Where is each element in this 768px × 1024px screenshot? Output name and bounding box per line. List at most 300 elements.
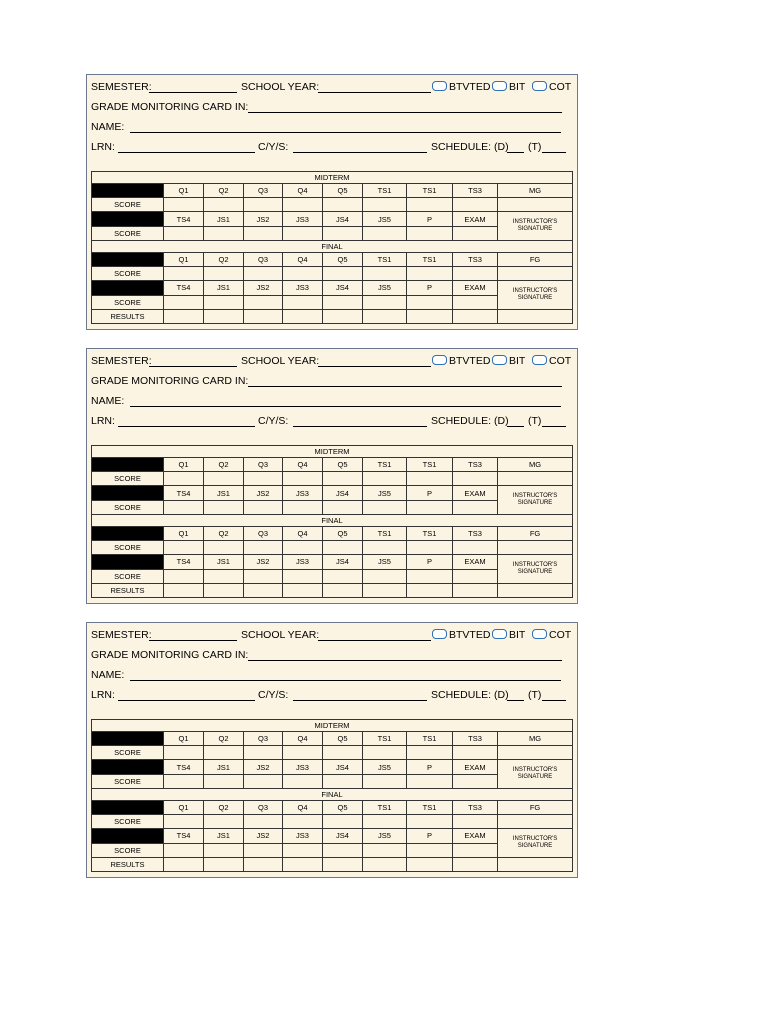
results-cell[interactable] — [498, 309, 573, 323]
midterm-ts1-header: TS1 — [363, 458, 407, 472]
midterm-ts1-header: TS1 — [363, 732, 407, 746]
score-cell[interactable] — [407, 267, 453, 281]
score-cell[interactable] — [363, 843, 407, 857]
results-cell[interactable] — [407, 583, 453, 597]
results-cell[interactable] — [498, 857, 573, 871]
final-header-block-2 — [92, 281, 164, 295]
score-cell[interactable] — [204, 746, 244, 760]
final-ts1b-header: TS1 — [407, 800, 453, 814]
lrn-field[interactable] — [118, 141, 255, 153]
score-cell[interactable] — [283, 815, 323, 829]
lrn-row — [91, 139, 573, 155]
cot-label: COT — [549, 629, 572, 641]
final-p-header: P — [407, 829, 453, 843]
school-year-field[interactable] — [318, 629, 431, 641]
midterm-ts4-header: TS4 — [164, 486, 204, 500]
midterm-js4-header: JS4 — [323, 486, 363, 500]
score-cell[interactable] — [453, 746, 498, 760]
final-js2-header: JS2 — [244, 281, 283, 295]
schedule-time-field[interactable] — [542, 141, 566, 153]
final-js4-header: JS4 — [323, 829, 363, 843]
midterm-exam-header: EXAM — [453, 486, 498, 500]
cys-field[interactable] — [293, 689, 427, 701]
instructor-signature-header: INSTRUCTOR'S SIGNATURE — [498, 829, 573, 857]
midterm-ts4-header: TS4 — [164, 212, 204, 226]
midterm-q5-header: Q5 — [323, 184, 363, 198]
final-q3-header: Q3 — [244, 526, 283, 540]
bit-checkbox[interactable] — [492, 629, 507, 639]
score-cell[interactable] — [407, 541, 453, 555]
score-label: SCORE — [92, 541, 164, 555]
score-cell[interactable] — [283, 843, 323, 857]
score-cell[interactable] — [453, 198, 498, 212]
score-cell[interactable] — [204, 815, 244, 829]
results-cell[interactable] — [164, 857, 204, 871]
cys-field[interactable] — [293, 141, 427, 153]
final-q1-header: Q1 — [164, 526, 204, 540]
semester-field[interactable] — [149, 629, 237, 641]
score-cell[interactable] — [407, 815, 453, 829]
score-cell[interactable] — [244, 843, 283, 857]
midterm-ts3-header: TS3 — [453, 732, 498, 746]
score-cell[interactable] — [164, 569, 204, 583]
score-cell[interactable] — [407, 843, 453, 857]
semester-label: SEMESTER: — [91, 81, 152, 93]
score-cell[interactable] — [204, 267, 244, 281]
midterm-q5-header: Q5 — [323, 458, 363, 472]
lrn-field[interactable] — [118, 415, 255, 427]
score-cell[interactable] — [323, 569, 363, 583]
results-cell[interactable] — [323, 583, 363, 597]
final-js5-header: JS5 — [363, 281, 407, 295]
results-cell[interactable] — [244, 309, 283, 323]
grade-card-field[interactable] — [248, 101, 562, 113]
midterm-mg-header: MG — [498, 732, 573, 746]
score-cell[interactable] — [204, 226, 244, 240]
midterm-header-block — [92, 732, 164, 746]
midterm-ts1-header: TS1 — [363, 184, 407, 198]
semester-row — [91, 627, 573, 643]
midterm-q5-header: Q5 — [323, 732, 363, 746]
final-q5-header: Q5 — [323, 800, 363, 814]
results-cell[interactable] — [204, 583, 244, 597]
score-cell[interactable] — [323, 500, 363, 514]
score-cell[interactable] — [453, 541, 498, 555]
score-cell[interactable] — [407, 500, 453, 514]
school-year-field[interactable] — [318, 355, 431, 367]
results-cell[interactable] — [283, 309, 323, 323]
score-cell[interactable] — [407, 226, 453, 240]
results-cell[interactable] — [244, 583, 283, 597]
results-cell[interactable] — [363, 309, 407, 323]
semester-row — [91, 353, 573, 369]
score-cell[interactable] — [244, 541, 283, 555]
midterm-ts4-header: TS4 — [164, 760, 204, 774]
schedule-day-field[interactable] — [507, 689, 524, 701]
score-cell[interactable] — [164, 295, 204, 309]
results-cell[interactable] — [453, 857, 498, 871]
final-q5-header: Q5 — [323, 526, 363, 540]
final-ts3-header: TS3 — [453, 800, 498, 814]
final-js2-header: JS2 — [244, 829, 283, 843]
midterm-js1-header: JS1 — [204, 212, 244, 226]
bit-label: BIT — [509, 81, 526, 93]
results-cell[interactable] — [453, 309, 498, 323]
score-cell[interactable] — [407, 774, 453, 788]
final-js4-header: JS4 — [323, 555, 363, 569]
school-year-label: SCHOOL YEAR: — [241, 81, 320, 93]
midterm-title: MIDTERM — [92, 446, 573, 458]
final-exam-header: EXAM — [453, 829, 498, 843]
score-cell[interactable] — [204, 295, 244, 309]
midterm-exam-header: EXAM — [453, 212, 498, 226]
final-js5-header: JS5 — [363, 555, 407, 569]
final-ts3-header: TS3 — [453, 252, 498, 266]
score-cell[interactable] — [164, 774, 204, 788]
score-cell[interactable] — [244, 267, 283, 281]
cys-field[interactable] — [293, 415, 427, 427]
score-cell[interactable] — [323, 472, 363, 486]
score-cell[interactable] — [498, 815, 573, 829]
score-cell[interactable] — [244, 198, 283, 212]
score-cell[interactable] — [363, 815, 407, 829]
score-cell[interactable] — [204, 541, 244, 555]
midterm-ts3-header: TS3 — [453, 458, 498, 472]
school-year-field[interactable] — [318, 81, 431, 93]
results-cell[interactable] — [323, 309, 363, 323]
grade-card-row — [91, 647, 573, 663]
midterm-js1-header: JS1 — [204, 486, 244, 500]
score-cell[interactable] — [323, 774, 363, 788]
score-cell[interactable] — [244, 295, 283, 309]
final-exam-header: EXAM — [453, 555, 498, 569]
lrn-label: LRN: — [91, 415, 115, 427]
cot-checkbox[interactable] — [532, 81, 547, 91]
final-ts1-header: TS1 — [363, 526, 407, 540]
final-q3-header: Q3 — [244, 800, 283, 814]
score-cell[interactable] — [244, 569, 283, 583]
score-cell[interactable] — [453, 815, 498, 829]
midterm-js2-header: JS2 — [244, 212, 283, 226]
name-label: NAME: — [91, 121, 125, 133]
midterm-title: MIDTERM — [92, 172, 573, 184]
name-field[interactable] — [130, 395, 561, 407]
score-cell[interactable] — [363, 500, 407, 514]
score-cell[interactable] — [204, 198, 244, 212]
results-cell[interactable] — [164, 583, 204, 597]
final-fg-header: FG — [498, 800, 573, 814]
score-cell[interactable] — [164, 226, 204, 240]
grade-card-field[interactable] — [248, 649, 562, 661]
score-cell[interactable] — [363, 541, 407, 555]
score-cell[interactable] — [498, 541, 573, 555]
score-cell[interactable] — [453, 569, 498, 583]
score-label: SCORE — [92, 472, 164, 486]
score-cell[interactable] — [453, 226, 498, 240]
btvted-label: BTVTED — [449, 355, 491, 367]
midterm-exam-header: EXAM — [453, 760, 498, 774]
midterm-js4-header: JS4 — [323, 760, 363, 774]
final-js3-header: JS3 — [283, 281, 323, 295]
final-js3-header: JS3 — [283, 829, 323, 843]
score-cell[interactable] — [363, 746, 407, 760]
btvted-checkbox[interactable] — [432, 629, 447, 639]
score-cell[interactable] — [164, 472, 204, 486]
results-label: RESULTS — [92, 309, 164, 323]
instructor-signature-header: INSTRUCTOR'S SIGNATURE — [498, 486, 573, 514]
name-label: NAME: — [91, 395, 125, 407]
score-cell[interactable] — [164, 500, 204, 514]
midterm-q2-header: Q2 — [204, 458, 244, 472]
score-label: SCORE — [92, 226, 164, 240]
results-cell[interactable] — [244, 857, 283, 871]
score-cell[interactable] — [204, 500, 244, 514]
final-q2-header: Q2 — [204, 800, 244, 814]
score-cell[interactable] — [363, 226, 407, 240]
score-cell[interactable] — [323, 843, 363, 857]
results-cell[interactable] — [323, 857, 363, 871]
score-cell[interactable] — [164, 267, 204, 281]
schedule-time-label: (T) — [528, 141, 542, 153]
final-header-block — [92, 800, 164, 814]
score-cell[interactable] — [164, 541, 204, 555]
final-js1-header: JS1 — [204, 281, 244, 295]
btvted-label: BTVTED — [449, 629, 491, 641]
score-cell[interactable] — [283, 198, 323, 212]
grade-table — [91, 171, 573, 324]
grade-card-label: GRADE MONITORING CARD IN: — [91, 375, 249, 387]
score-label: SCORE — [92, 500, 164, 514]
lrn-label: LRN: — [91, 141, 115, 153]
grade-card-row — [91, 373, 573, 389]
score-cell[interactable] — [363, 295, 407, 309]
grade-table — [91, 445, 573, 598]
score-cell[interactable] — [283, 500, 323, 514]
results-cell[interactable] — [283, 583, 323, 597]
final-q4-header: Q4 — [283, 526, 323, 540]
score-cell[interactable] — [283, 569, 323, 583]
score-cell[interactable] — [244, 815, 283, 829]
score-cell[interactable] — [283, 295, 323, 309]
score-cell[interactable] — [453, 472, 498, 486]
score-cell[interactable] — [363, 267, 407, 281]
score-cell[interactable] — [407, 746, 453, 760]
score-cell[interactable] — [283, 746, 323, 760]
score-label: SCORE — [92, 774, 164, 788]
name-row — [91, 393, 573, 409]
score-cell[interactable] — [164, 815, 204, 829]
final-fg-header: FG — [498, 526, 573, 540]
midterm-q1-header: Q1 — [164, 184, 204, 198]
final-header-block-2 — [92, 829, 164, 843]
midterm-js4-header: JS4 — [323, 212, 363, 226]
bit-checkbox[interactable] — [492, 81, 507, 91]
score-cell[interactable] — [323, 746, 363, 760]
results-cell[interactable] — [498, 583, 573, 597]
score-label: SCORE — [92, 267, 164, 281]
score-cell[interactable] — [407, 198, 453, 212]
results-cell[interactable] — [363, 857, 407, 871]
results-cell[interactable] — [363, 583, 407, 597]
score-cell[interactable] — [283, 226, 323, 240]
score-cell[interactable] — [204, 843, 244, 857]
midterm-js2-header: JS2 — [244, 486, 283, 500]
btvted-checkbox[interactable] — [432, 355, 447, 365]
results-cell[interactable] — [204, 309, 244, 323]
final-fg-header: FG — [498, 252, 573, 266]
score-label: SCORE — [92, 746, 164, 760]
score-cell[interactable] — [283, 267, 323, 281]
score-cell[interactable] — [323, 295, 363, 309]
midterm-p-header: P — [407, 760, 453, 774]
midterm-js2-header: JS2 — [244, 760, 283, 774]
score-cell[interactable] — [244, 774, 283, 788]
score-cell[interactable] — [244, 746, 283, 760]
name-field[interactable] — [130, 669, 561, 681]
midterm-js3-header: JS3 — [283, 212, 323, 226]
score-cell[interactable] — [498, 472, 573, 486]
midterm-header-block-2 — [92, 212, 164, 226]
grade-card-row — [91, 99, 573, 115]
lrn-field[interactable] — [118, 689, 255, 701]
score-cell[interactable] — [164, 843, 204, 857]
final-q4-header: Q4 — [283, 800, 323, 814]
semester-field[interactable] — [149, 355, 237, 367]
score-cell[interactable] — [323, 226, 363, 240]
score-cell[interactable] — [453, 267, 498, 281]
score-cell[interactable] — [453, 843, 498, 857]
final-q2-header: Q2 — [204, 526, 244, 540]
score-label: SCORE — [92, 569, 164, 583]
schedule-time-field[interactable] — [542, 415, 566, 427]
results-cell[interactable] — [407, 857, 453, 871]
score-cell[interactable] — [244, 226, 283, 240]
final-ts4-header: TS4 — [164, 555, 204, 569]
score-cell[interactable] — [204, 472, 244, 486]
instructor-signature-header: INSTRUCTOR'S SIGNATURE — [498, 212, 573, 240]
grade-card-label: GRADE MONITORING CARD IN: — [91, 101, 249, 113]
schedule-day-field[interactable] — [507, 141, 524, 153]
score-cell[interactable] — [498, 267, 573, 281]
final-exam-header: EXAM — [453, 281, 498, 295]
schedule-day-field[interactable] — [507, 415, 524, 427]
midterm-q2-header: Q2 — [204, 184, 244, 198]
final-ts3-header: TS3 — [453, 526, 498, 540]
score-cell[interactable] — [407, 295, 453, 309]
midterm-q3-header: Q3 — [244, 184, 283, 198]
score-cell[interactable] — [453, 295, 498, 309]
results-cell[interactable] — [283, 857, 323, 871]
school-year-label: SCHOOL YEAR: — [241, 629, 320, 641]
lrn-row — [91, 413, 573, 429]
final-header-block — [92, 526, 164, 540]
midterm-q4-header: Q4 — [283, 458, 323, 472]
schedule-label: SCHEDULE: (D) — [431, 415, 509, 427]
btvted-checkbox[interactable] — [432, 81, 447, 91]
midterm-header-block-2 — [92, 486, 164, 500]
final-header-block-2 — [92, 555, 164, 569]
final-title: FINAL — [92, 240, 573, 252]
score-cell[interactable] — [363, 774, 407, 788]
score-cell[interactable] — [323, 267, 363, 281]
score-cell[interactable] — [363, 198, 407, 212]
score-label: SCORE — [92, 198, 164, 212]
score-cell[interactable] — [363, 472, 407, 486]
results-cell[interactable] — [204, 857, 244, 871]
cot-checkbox[interactable] — [532, 629, 547, 639]
schedule-time-field[interactable] — [542, 689, 566, 701]
bit-checkbox[interactable] — [492, 355, 507, 365]
score-cell[interactable] — [244, 500, 283, 514]
name-row — [91, 119, 573, 135]
midterm-js5-header: JS5 — [363, 212, 407, 226]
score-cell[interactable] — [204, 569, 244, 583]
final-js4-header: JS4 — [323, 281, 363, 295]
score-cell[interactable] — [363, 569, 407, 583]
schedule-time-label: (T) — [528, 689, 542, 701]
score-cell[interactable] — [407, 472, 453, 486]
final-js3-header: JS3 — [283, 555, 323, 569]
midterm-js3-header: JS3 — [283, 760, 323, 774]
midterm-q3-header: Q3 — [244, 458, 283, 472]
midterm-js5-header: JS5 — [363, 486, 407, 500]
score-cell[interactable] — [323, 198, 363, 212]
score-cell[interactable] — [453, 774, 498, 788]
semester-field[interactable] — [149, 81, 237, 93]
score-cell[interactable] — [283, 472, 323, 486]
score-cell[interactable] — [498, 746, 573, 760]
instructor-signature-header: INSTRUCTOR'S SIGNATURE — [498, 281, 573, 309]
midterm-js3-header: JS3 — [283, 486, 323, 500]
score-cell[interactable] — [164, 746, 204, 760]
semester-label: SEMESTER: — [91, 629, 152, 641]
lrn-row — [91, 687, 573, 703]
schedule-label: SCHEDULE: (D) — [431, 141, 509, 153]
final-js1-header: JS1 — [204, 555, 244, 569]
score-cell[interactable] — [323, 541, 363, 555]
school-year-label: SCHOOL YEAR: — [241, 355, 320, 367]
final-ts4-header: TS4 — [164, 829, 204, 843]
score-cell[interactable] — [498, 198, 573, 212]
grade-card-label: GRADE MONITORING CARD IN: — [91, 649, 249, 661]
name-field[interactable] — [130, 121, 561, 133]
final-q3-header: Q3 — [244, 252, 283, 266]
score-cell[interactable] — [204, 774, 244, 788]
score-cell[interactable] — [453, 500, 498, 514]
schedule-time-label: (T) — [528, 415, 542, 427]
score-cell[interactable] — [407, 569, 453, 583]
final-ts1-header: TS1 — [363, 252, 407, 266]
cot-checkbox[interactable] — [532, 355, 547, 365]
midterm-mg-header: MG — [498, 458, 573, 472]
final-p-header: P — [407, 555, 453, 569]
grade-card-3 — [86, 622, 578, 878]
score-cell[interactable] — [244, 472, 283, 486]
final-p-header: P — [407, 281, 453, 295]
midterm-header-block — [92, 458, 164, 472]
score-cell[interactable] — [283, 541, 323, 555]
semester-row — [91, 79, 573, 95]
score-cell[interactable] — [283, 774, 323, 788]
results-cell[interactable] — [453, 583, 498, 597]
score-cell[interactable] — [323, 815, 363, 829]
score-cell[interactable] — [164, 198, 204, 212]
results-cell[interactable] — [164, 309, 204, 323]
final-q2-header: Q2 — [204, 252, 244, 266]
results-cell[interactable] — [407, 309, 453, 323]
grade-card-field[interactable] — [248, 375, 562, 387]
results-label: RESULTS — [92, 857, 164, 871]
